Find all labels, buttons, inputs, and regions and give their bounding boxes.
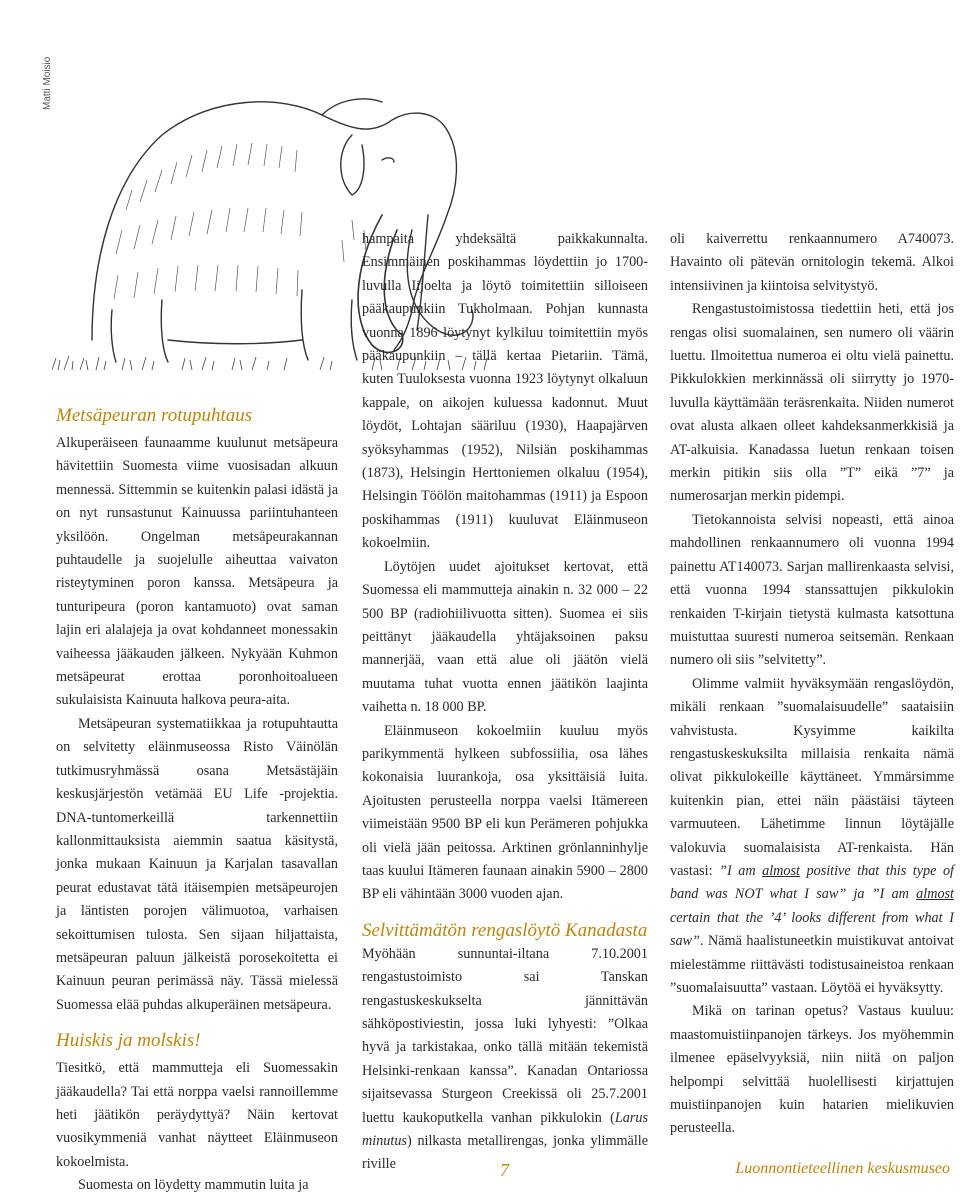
- paragraph: Eläinmuseon kokoelmiin kuuluu myös parikymmentä hylkeen subfossiilia, osa lähes kokonaisia luurankoja, osa yksittäisiä luita. Ajoitusten perusteella norppa vaelsi Itämereen viimeistään 9500 BP eli kun Perämeren pohjukka oli vielä jään peitossa. Arktinen grönlanninhylje taas kuului Itämeren faunaan ainakin 5900 – 2800 BP eli vähintään 3000 vuoden ajan.: [362, 722, 648, 903]
- text-span: certain that the ’4’ looks different from what I saw”: [670, 909, 954, 950]
- paragraph: Tiesitkö, että mammutteja eli Suomessakin jääkaudella? Tai että norppa vaelsi rannoillemme heti jäätikön peräydyttyä? Näin kertovat vuosikymmeniä vanhat näytteet Eläinmuseon kokoelmista.: [56, 1060, 338, 1170]
- paragraph: Löytöjen uudet ajoitukset kertovat, että Suomessa eli mammutteja ainakin n. 32 000 – 22 500 BP (radiohiilivuotta sitten). Suomea ei siis peittänyt jääkaudella yhtäjaksoinen paksu mannerjää, vaan että alue oli jäätön vielä muutama tuhat vuotta ennen jäätikön laajinta vaihetta n. 18 000 BP.: [362, 558, 648, 716]
- paragraph: Suomesta on löydetty mammutin luita ja: [78, 1177, 309, 1194]
- section-heading-huiskis: Huiskis ja molskis!: [56, 1030, 201, 1052]
- paragraph: Metsäpeuran systematiikkaa ja rotupuhtautta on selvitetty eläinmuseossa Risto Väinölän tutkimusryhmässä osana Metsästäjäin keskusjärjestön vetämää EU Life -projektia. DNA-tuntomerkeillä tarkennettiin kallonmittauksista aiemmin saatua käsitystä, jonka mukaan Kainuun ja Karjalan tasavallan peurat edustavat tätä itäisempien metsäpeurojen ja läntisten porojen välimuotoa, varhaisen sekoittumisen tulosta. Sen sijaan hiljattaista, metsäpeuran paluun jälkeistä porosekoitetta ei Kainuun peuran perimässä näy. Tässä mielessä Suomessa elää puhdas alkuperäinen metsäpeura.: [56, 715, 338, 1013]
- underlined-word: almost: [762, 862, 800, 879]
- page-number: 7: [500, 1160, 509, 1180]
- publisher-name: Luonnontieteellinen keskusmuseo: [735, 1160, 950, 1177]
- paragraph: oli kaiverrettu renkaannumero A740073. Havainto oli pätevän ornitologin tekemä. Alkoi intensiivinen ja kiintoisa selvitystyö.: [670, 231, 954, 294]
- underlined-word: almost: [916, 886, 954, 903]
- paragraph: Mikä on tarinan opetus? Vastaus kuuluu: maastomuistiinpanojen tärkeys. Jos myöhemmin ilmenee epäselvyyksiä, niin niitä on paljon helpompi selvittää huolellisesti kirjattujen muistiinpanojen kuin hatarien mielikuvien perusteella.: [670, 1003, 954, 1137]
- text-span: . Nämä haalistuneetkin muistikuvat antoivat mielestämme riittävästi todistusaineistoa renkaan ”suomalaisuutta” vastaan. Löytöä ei hyväksytty.: [670, 933, 954, 996]
- column-1: [56, 404, 338, 1198]
- section-heading-metsapeura: Metsäpeuran rotupuhtaus: [56, 405, 253, 426]
- text-span: Myöhään sunnuntai-iltana 7.10.2001 rengastustoimisto sai Tanskan rengastuskeskukselta jännittävän sähköpostiviestin, jossa luki lyhyesti: ”Olkaa hyvä ja tarkistakaa, onko tällä mitään tekemistä Helsinki-renkaan kanssa”. Kanadan Ontariossa sijaitsevassa Sturgeon Creekissä oli 25.7.2001 luettu kaukoputkella vanhan pikkulokin (: [362, 945, 648, 1126]
- text-span: Olimme valmiit hyväksymään rengaslöydön, mikäli renkaan ”suomalaisuudelle” saataisiin vahvistusta. Kysyimme kaikilta rengastuskeskuksilta millaisia renkaita nämä olivat pikkulokeille käyttäneet. Ymmärsimme kuitenkin pian, ettei näin päästäisi täyteen varmuuteen. Lähetimme linnun löytäjälle valokuvia suomalaisista AT-renkaista. Hän vastasi:: [670, 675, 954, 879]
- column-3: [670, 228, 954, 1141]
- text-span: ”I am: [719, 862, 763, 879]
- text-span: positive that this type of band was NOT what I saw” ja ”I am: [670, 862, 954, 903]
- paragraph: [362, 943, 648, 1177]
- paragraph: Alkuperäiseen faunaamme kuulunut metsäpeura hävitettiin Suomesta viime vuosisadan alkuun mennessä. Sittemmin se kuitenkin palasi idästä ja on nyt runsastunut Kainuussa pariintuhanteen yksilöön. Ongelman metsäpeurakannan puhtaudelle ja suojelulle aiheuttaa vaivaton risteytyminen poron kanssa. Metsäpeura ja tunturipeura (poron kantamuoto) ovat saman lajin eri alalajeja ja ovat kohdanneet monessakin vaiheessa jääkauden jälkeen. Nykyään Kuhmon metsäpeurat erottaa poronhoitoalueen sukulaisista Kainuuta halkova peura-aita.: [56, 435, 338, 709]
- section-heading-rengaslöytö: Selvittämätön rengaslöytö Kanadasta: [362, 919, 648, 941]
- paragraph: Rengastustoimistossa tiedettiin heti, että jos rengas olisi suomalainen, sen numero oli väärin luettu. Ilmoitettua numeroa ei oltu vielä painettu. Pikkulokkien merkinnässä oli siirrytty jo 1970-luvulla käyttämään teräsrenkaita. Niiden numerot ovat alusta alkaen olleet kahdeksanmerkkisiä ja AT-alkuisia. Kanadassa luetun renkaan toisen merkin pitikin siis olla ”T” eikä ”7” ja numerosarjan merkin pidempi.: [670, 301, 954, 505]
- paragraph: Tietokannoista selvisi nopeasti, että ainoa mahdollinen renkaannumero oli vuonna 1994 painettu AT140073. Sarjan mallirenkaasta selvisi, että vuonna 1994 stanssattujen pikkulokin renkaiden T-kirjain tietystä kulmasta katsottuna muistuttaa suuresti numeroa seitsemän. Renkaan numero oli siis ”selvitetty”.: [670, 511, 954, 669]
- paragraph: hampaita yhdeksältä paikkakunnalta. Ensimmäinen poskihammas löydettiin jo 1700-luvulla Iijoelta ja löytö toimitettiin silloiseen pääkaupunkiin Tukholmaan. Pohjan kunnasta vuonna 1896 löytynyt kylkiluu toimitettiin myös pääkaupunkiin – tällä kertaa Pietariin. Tämä, kuten Tuuloksesta vuonna 1923 löytynyt olkaluun kappale, on aikojen kuluessa kadonnut. Muut löydöt, Lohtajan sääriluu (1930), Haapajärven syöksyhammas (1952), Nilsiän poskihammas (1873), Helsingin Herttoniemen olkaluu (1954), Helsingin Töölön maitohammas (1911) ja Espoon poskihammas (1911) kuuluvat Eläinmuseon kokoelmiin.: [362, 231, 648, 552]
- photo-credit-text: Matti Moisio: [42, 56, 53, 110]
- column-2: [362, 228, 648, 1177]
- text-span: ) nilkasta metallirengas, jonka ylimmälle riville: [362, 1133, 648, 1173]
- paragraph: [670, 673, 954, 1001]
- latin-name: Larus minutus: [362, 1109, 648, 1150]
